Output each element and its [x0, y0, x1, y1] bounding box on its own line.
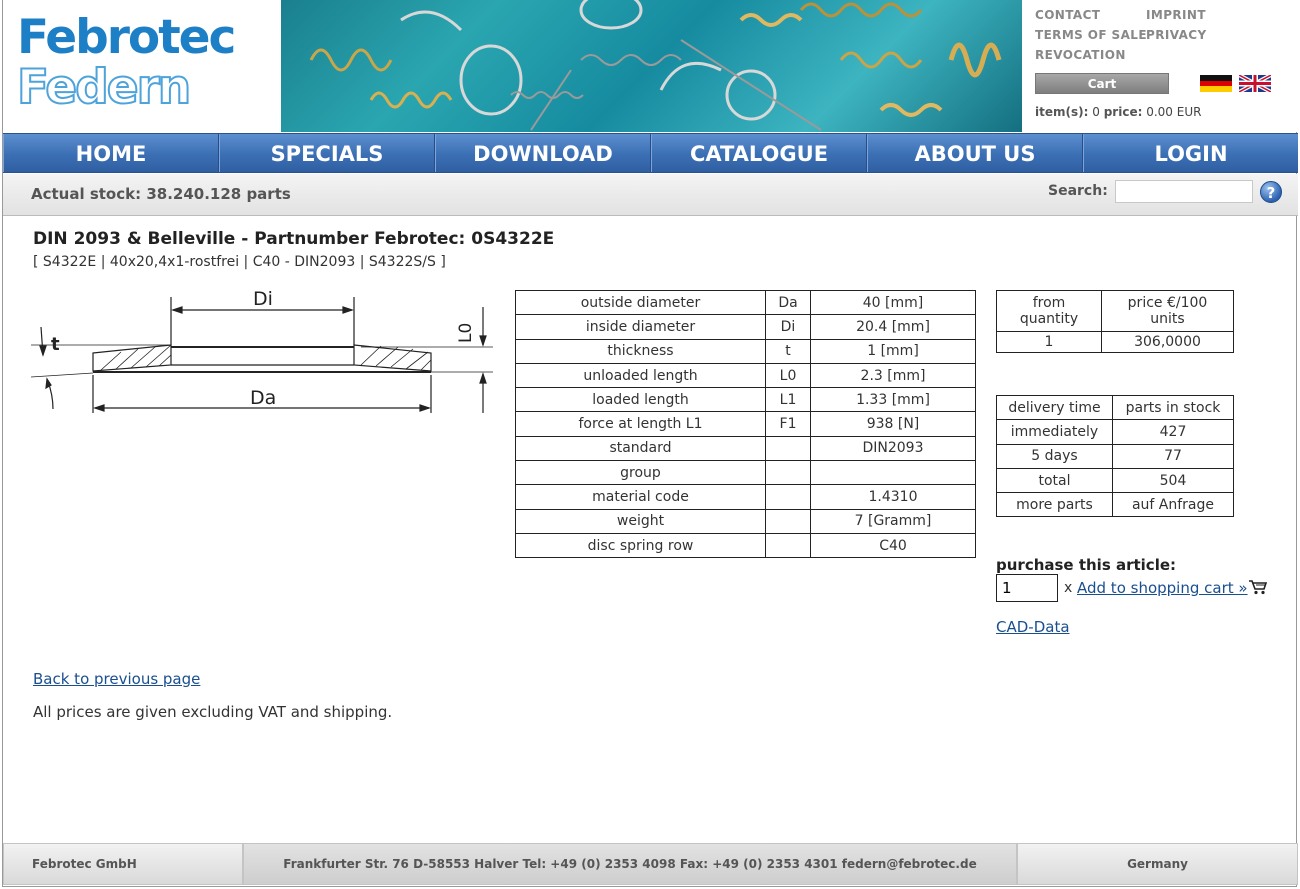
- cad-data-link[interactable]: CAD-Data: [996, 618, 1070, 636]
- main-nav: [3, 133, 1298, 173]
- param-value: [811, 461, 976, 485]
- param-symbol: [766, 485, 811, 509]
- footer: [3, 843, 1298, 885]
- contact-link[interactable]: CONTACT: [1035, 8, 1101, 22]
- price-label: price:: [1103, 105, 1143, 119]
- uk-flag-icon[interactable]: [1239, 75, 1271, 92]
- drawing-label-l0: L0: [456, 322, 476, 343]
- param-name: thickness: [516, 339, 766, 363]
- param-value: 1 [mm]: [811, 339, 976, 363]
- param-name: loaded length: [516, 388, 766, 412]
- table-row: [516, 388, 976, 412]
- table-row: [516, 315, 976, 339]
- shopping-cart-icon[interactable]: [1248, 579, 1268, 595]
- header-banner-image: [281, 0, 1022, 132]
- stock-bar: [3, 174, 1298, 216]
- table-row: [997, 444, 1234, 468]
- disc-spring-drawing: [31, 285, 501, 425]
- imprint-link[interactable]: IMPRINT: [1146, 8, 1206, 22]
- nav-catalogue[interactable]: CATALOGUE: [651, 134, 867, 172]
- delivery-table: [996, 395, 1234, 517]
- drawing-label-t: t: [51, 334, 60, 355]
- param-name: inside diameter: [516, 315, 766, 339]
- cart-button[interactable]: Cart: [1035, 73, 1169, 94]
- table-row: [516, 363, 976, 387]
- param-value: 938 [N]: [811, 412, 976, 436]
- logo-text-top: Febrotec: [17, 10, 235, 65]
- search-label: Search:: [1048, 183, 1108, 199]
- delivery-time: 5 days: [997, 444, 1113, 468]
- table-row: [516, 412, 976, 436]
- delivery-time: immediately: [997, 420, 1113, 444]
- stock-count-text: Actual stock: 38.240.128 parts: [31, 185, 291, 203]
- param-value: 2.3 [mm]: [811, 363, 976, 387]
- table-row: [516, 339, 976, 363]
- price-table: [996, 290, 1234, 353]
- param-symbol: L1: [766, 388, 811, 412]
- search-input[interactable]: [1115, 180, 1253, 203]
- product-title: DIN 2093 & Belleville - Partnumber Febrotec: 0S4322E: [33, 229, 555, 249]
- terms-of-sale-link[interactable]: TERMS OF SALE: [1035, 28, 1147, 42]
- cart-summary: [1035, 105, 1201, 119]
- header-from-quantity: from quantity: [997, 291, 1102, 332]
- table-header-row: [997, 291, 1234, 332]
- table-row: [516, 436, 976, 460]
- help-icon[interactable]: ?: [1260, 181, 1282, 203]
- param-name: unloaded length: [516, 363, 766, 387]
- param-name: weight: [516, 509, 766, 533]
- privacy-link[interactable]: PRIVACY: [1146, 28, 1207, 42]
- param-name: outside diameter: [516, 291, 766, 315]
- vat-note: All prices are given excluding VAT and shipping.: [33, 703, 393, 721]
- quantity-multiplier: x: [1064, 580, 1073, 596]
- header: [3, 0, 1298, 132]
- param-value: 1.33 [mm]: [811, 388, 976, 412]
- param-symbol: F1: [766, 412, 811, 436]
- table-row: [997, 332, 1234, 353]
- param-symbol: t: [766, 339, 811, 363]
- product-subtitle: [ S4322E | 40x20,4x1-rostfrei | C40 - DIN2093 | S4322S/S ]: [33, 254, 446, 270]
- param-name: standard: [516, 436, 766, 460]
- footer-address: Frankfurter Str. 76 D-58553 Halver Tel: +49 (0) 2353 4098 Fax: +49 (0) 2353 4301 federn@febrotec.de: [243, 843, 1017, 885]
- price-qty: 1: [997, 332, 1102, 353]
- table-row: [516, 291, 976, 315]
- price-value: 306,0000: [1102, 332, 1234, 353]
- delivery-stock: 504: [1113, 468, 1234, 492]
- purchase-label: purchase this article:: [996, 556, 1177, 574]
- param-value: 20.4 [mm]: [811, 315, 976, 339]
- header-delivery-time: delivery time: [997, 396, 1113, 420]
- param-symbol: Da: [766, 291, 811, 315]
- german-flag-icon[interactable]: [1200, 75, 1232, 92]
- param-value: C40: [811, 533, 976, 557]
- table-row: [516, 485, 976, 509]
- add-to-cart-link[interactable]: Add to shopping cart »: [1077, 579, 1248, 597]
- delivery-time: more parts: [997, 493, 1113, 517]
- nav-specials[interactable]: SPECIALS: [219, 134, 435, 172]
- param-symbol: [766, 461, 811, 485]
- param-name: material code: [516, 485, 766, 509]
- param-name: disc spring row: [516, 533, 766, 557]
- table-row: [997, 493, 1234, 517]
- table-row: [516, 533, 976, 557]
- logo[interactable]: [3, 0, 281, 132]
- param-name: force at length L1: [516, 412, 766, 436]
- table-header-row: [997, 396, 1234, 420]
- param-symbol: [766, 436, 811, 460]
- header-parts-in-stock: parts in stock: [1113, 396, 1234, 420]
- table-row: [516, 509, 976, 533]
- table-row: [997, 468, 1234, 492]
- quantity-input[interactable]: [996, 574, 1058, 602]
- delivery-stock: 427: [1113, 420, 1234, 444]
- springs-illustration: [281, 0, 1022, 132]
- page-frame: [2, 0, 1297, 887]
- table-row: [516, 461, 976, 485]
- footer-country: Germany: [1017, 843, 1298, 885]
- parameters-table: [515, 290, 976, 558]
- cart-price-value: 0.00 EUR: [1146, 105, 1202, 119]
- logo-text-bottom: Federn: [17, 60, 190, 115]
- param-symbol: [766, 509, 811, 533]
- param-value: 7 [Gramm]: [811, 509, 976, 533]
- items-count: 0: [1092, 105, 1100, 119]
- nav-download[interactable]: DOWNLOAD: [435, 134, 651, 172]
- nav-home[interactable]: HOME: [3, 134, 219, 172]
- param-value: 40 [mm]: [811, 291, 976, 315]
- param-value: DIN2093: [811, 436, 976, 460]
- items-label: item(s):: [1035, 105, 1089, 119]
- param-symbol: L0: [766, 363, 811, 387]
- delivery-stock: auf Anfrage: [1113, 493, 1234, 517]
- back-link[interactable]: Back to previous page: [33, 670, 201, 688]
- header-price: price €/100 units: [1102, 291, 1234, 332]
- delivery-time: total: [997, 468, 1113, 492]
- param-symbol: Di: [766, 315, 811, 339]
- nav-login[interactable]: LOGIN: [1083, 134, 1298, 172]
- nav-about-us[interactable]: ABOUT US: [867, 134, 1083, 172]
- table-row: [997, 420, 1234, 444]
- revocation-link[interactable]: REVOCATION: [1035, 48, 1126, 62]
- footer-company: Febrotec GmbH: [3, 843, 243, 885]
- param-value: 1.4310: [811, 485, 976, 509]
- service-panel: [1022, 0, 1298, 132]
- param-name: group: [516, 461, 766, 485]
- drawing-label-da: Da: [250, 387, 277, 409]
- param-symbol: [766, 533, 811, 557]
- drawing-label-di: Di: [253, 288, 273, 310]
- delivery-stock: 77: [1113, 444, 1234, 468]
